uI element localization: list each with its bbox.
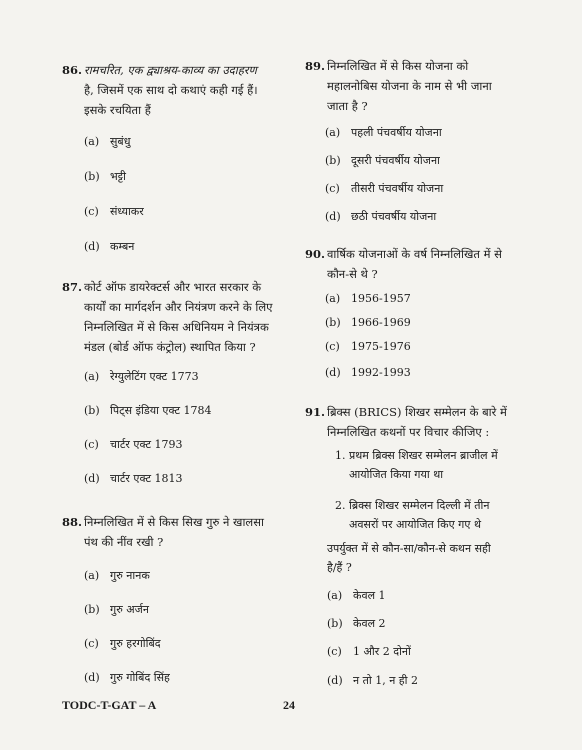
question-line: कौन-से थे ? (327, 267, 378, 281)
option-87d: (d) चार्टर एक्ट 1813 (84, 472, 183, 485)
question-line: मंडल (बोर्ड ऑफ कंट्रोल) स्थापित किया ? (84, 340, 256, 354)
footer-code: TODC-T-GAT – A (62, 698, 157, 712)
question-line: जाता है ? (327, 99, 368, 113)
option-90d: (d) 1992-1993 (325, 366, 411, 379)
question-line: पंथ की नींव रखी ? (84, 535, 164, 549)
option-91a: (a) केवल 1 (327, 589, 386, 602)
option-90b: (b) 1966-1969 (325, 316, 411, 329)
question-line: निम्नलिखित में से किस सिख गुरु ने खालसा (84, 515, 264, 529)
question-number: 90. (305, 247, 326, 261)
option-87c: (c) चार्टर एक्ट 1793 (84, 438, 183, 451)
question-line: है, जिसमें एक साथ दो कथाएं कही गई हैं। (84, 83, 258, 97)
option-90a: (a) 1956-1957 (325, 292, 411, 305)
question-line: निम्नलिखित में से किस योजना को (327, 59, 469, 73)
question-number: 89. (305, 59, 326, 73)
question-line: कोर्ट ऑफ डायरेक्टर्स और भारत सरकार के (84, 280, 262, 294)
option-91d: (d) न तो 1, न ही 2 (327, 674, 418, 687)
option-87b: (b) पिट्स इंडिया एक्ट 1784 (84, 404, 212, 417)
question-number: 91. (305, 405, 326, 419)
option-88b: (b) गुरु अर्जन (84, 603, 149, 616)
option-87a: (a) रेग्युलेटिंग एक्ट 1773 (84, 370, 199, 383)
question-line: कार्यों का मार्गदर्शन और नियंत्रण करने के लिए (84, 300, 273, 314)
option-86b: (b) भट्टी (84, 170, 126, 183)
option-86a: (a) सुबंधु (84, 135, 131, 148)
option-88c: (c) गुरु हरगोबिंद (84, 637, 161, 650)
question-text (84, 277, 273, 357)
question-text (327, 56, 492, 116)
question-number: 87. (62, 280, 83, 294)
question-line: निम्नलिखित में से किस अधिनियम ने नियंत्रक (84, 320, 269, 334)
option-88d: (d) गुरु गोबिंद सिंह (84, 671, 170, 684)
question-text (84, 60, 258, 120)
option-86d: (d) कम्बन (84, 240, 135, 253)
page-number: 24 (283, 698, 295, 712)
question-prompt: उपर्युक्त में से कौन-सा/कौन-से कथन सही है/हैं ? (327, 542, 491, 574)
question-number: 88. (62, 515, 83, 529)
question-line: महालनोबिस योजना के नाम से भी जाना (327, 79, 492, 93)
option-90c: (c) 1975-1976 (325, 340, 411, 353)
question-text (327, 244, 502, 284)
statement-text: प्रथम ब्रिक्स शिखर सम्मेलन ब्राजील में आयोजित किया गया था (349, 449, 498, 481)
option-89c: (c) तीसरी पंचवर्षीय योजना (325, 182, 444, 195)
option-86c: (c) संध्याकर (84, 205, 144, 218)
question-text (84, 512, 264, 552)
question-line: निम्नलिखित कथनों पर विचार कीजिए : (327, 425, 490, 439)
option-89b: (b) दूसरी पंचवर्षीय योजना (325, 154, 440, 167)
option-91b: (b) केवल 2 (327, 617, 386, 630)
question-line: इसके रचयिता हैं (84, 103, 151, 117)
option-88a: (a) गुरु नानक (84, 569, 150, 582)
question-line: ब्रिक्स (BRICS) शिखर सम्मेलन के बारे में (327, 405, 507, 419)
option-89d: (d) छठी पंचवर्षीय योजना (325, 210, 437, 223)
statement-number: 2. (335, 499, 346, 512)
statement-text: ब्रिक्स शिखर सम्मेलन दिल्ली में तीन अवसरों पर आयोजित किए गए थे (349, 499, 490, 531)
question-text (327, 402, 507, 442)
statement-number: 1. (335, 449, 346, 462)
question-line: वार्षिक योजनाओं के वर्ष निम्नलिखित में से (327, 247, 502, 261)
option-91c: (c) 1 और 2 दोनों (327, 645, 411, 658)
option-89a: (a) पहली पंचवर्षीय योजना (325, 126, 442, 139)
question-number: 86. (62, 63, 83, 77)
question-line: रामचरित, एक द्व्याश्रय-काव्य का उदाहरण (84, 63, 257, 77)
